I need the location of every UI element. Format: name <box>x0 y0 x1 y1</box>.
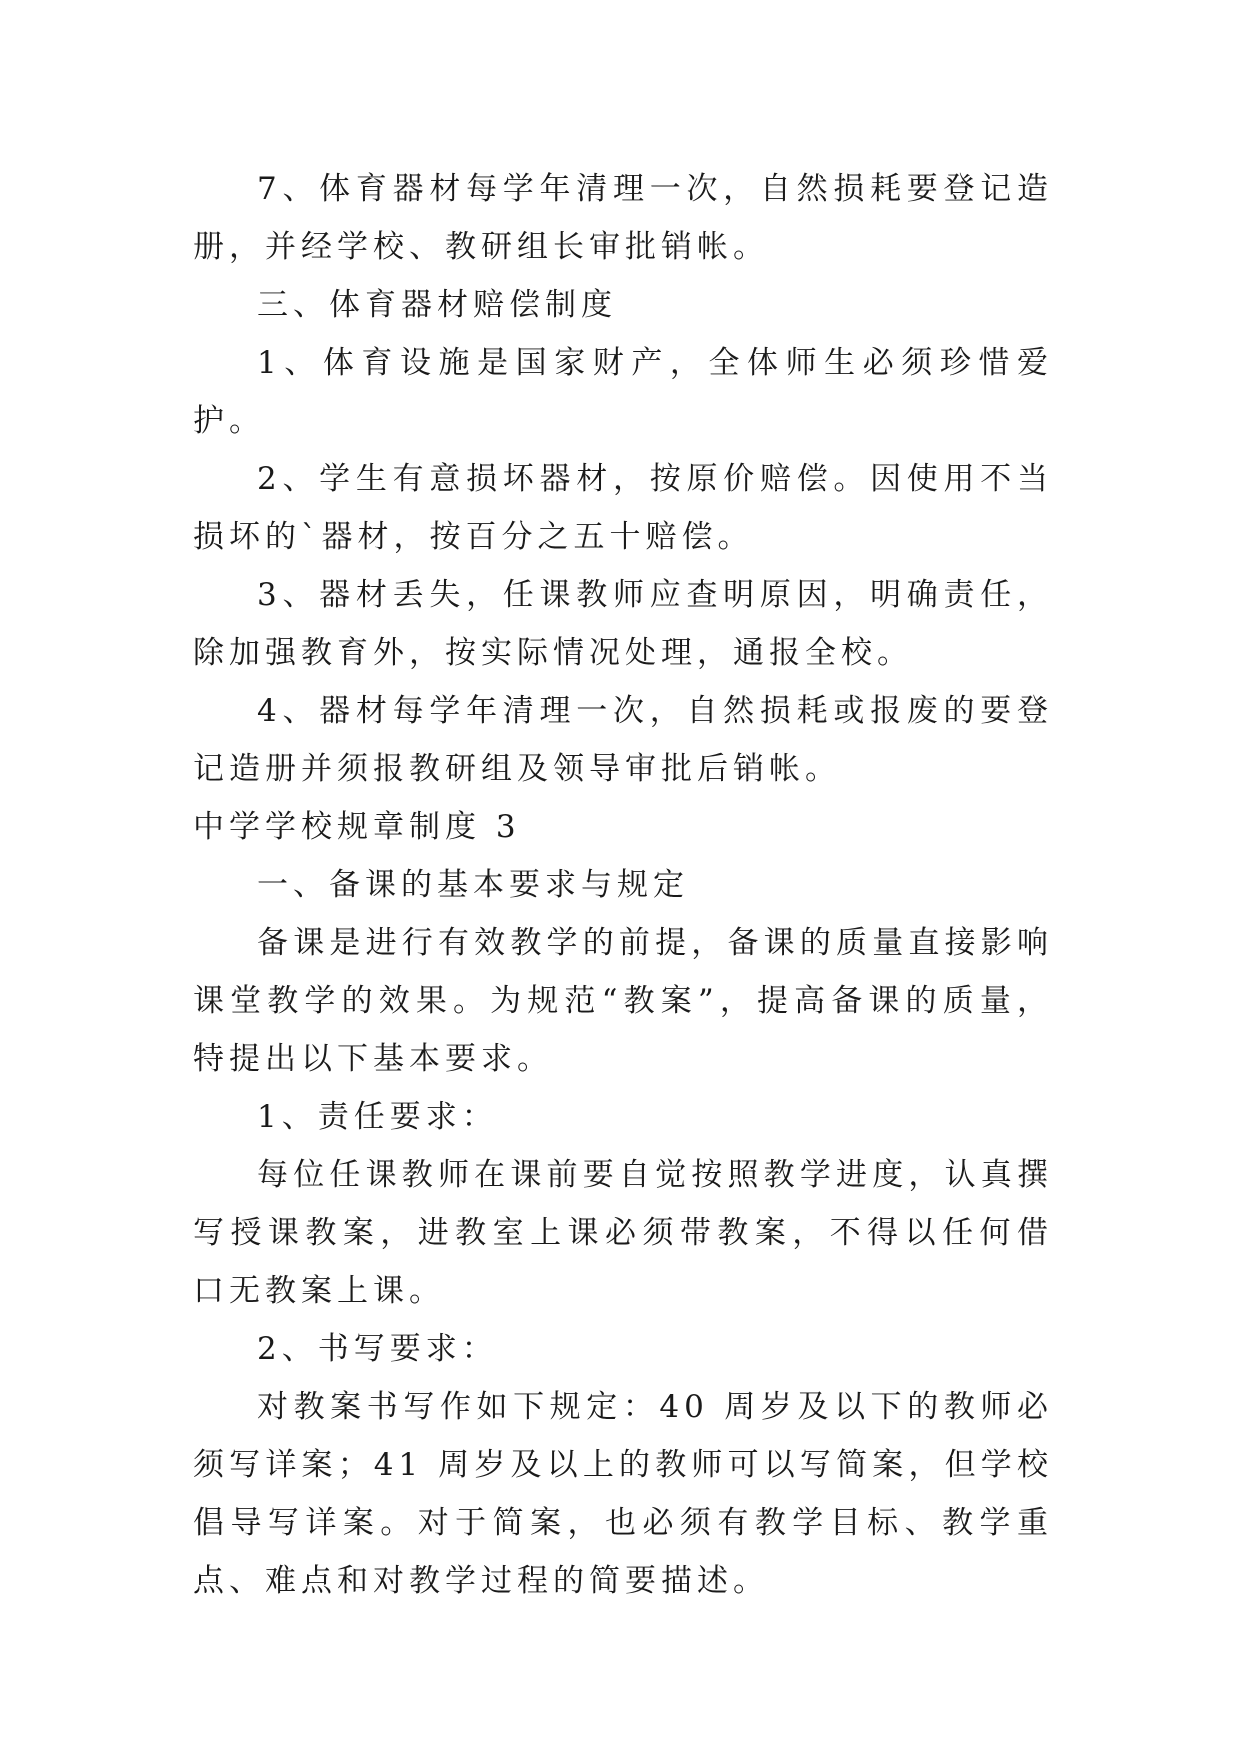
document-body <box>193 160 1053 1610</box>
subheading-writing: 2、书写要求： <box>257 1331 498 1367</box>
subheading-responsibility: 1、责任要求： <box>257 1099 498 1135</box>
paragraph-annual-cleanup: 4、器材每学年清理一次，自然损耗或报废的要登记造册并须报教研组及领导审批后销帐。 <box>193 693 1053 787</box>
paragraph-damage-compensation: 2、学生有意损坏器材，按原价赔偿。因使用不当损坏的`器材，按百分之五十赔偿。 <box>193 461 1053 555</box>
paragraph-lesson-prep-intro: 备课是进行有效教学的前提，备课的质量直接影响课堂教学的效果。为规范“教案”，提高备课的质量，特提出以下基本要求。 <box>193 925 1053 1077</box>
paragraph-equipment-loss: 3、器材丢失，任课教师应查明原因，明确责任，除加强教育外，按实际情况处理，通报全校。 <box>193 577 1053 671</box>
section-heading-compensation: 三、体育器材赔偿制度 <box>257 287 617 323</box>
paragraph-equipment-cleanup: 7、体育器材每学年清理一次，自然损耗要登记造册，并经学校、教研组长审批销帐。 <box>193 171 1053 265</box>
paragraph-responsibility: 每位任课教师在课前要自觉按照教学进度，认真撰写授课教案，进教室上课必须带教案，不得以任何借口无教案上课。 <box>193 1157 1053 1309</box>
paragraph-national-property: 1、体育设施是国家财产，全体师生必须珍惜爱护。 <box>193 345 1053 439</box>
paragraph-writing-rules: 对教案书写作如下规定：40 周岁及以下的教师必须写详案；41 周岁及以上的教师可以写简案，但学校倡导写详案。对于简案，也必须有教学目标、教学重点、难点和对教学过程的简要描述。 <box>193 1389 1053 1599</box>
section-heading-lesson-prep: 一、备课的基本要求与规定 <box>257 867 689 903</box>
document-section-title: 中学学校规章制度 3 <box>193 809 521 845</box>
